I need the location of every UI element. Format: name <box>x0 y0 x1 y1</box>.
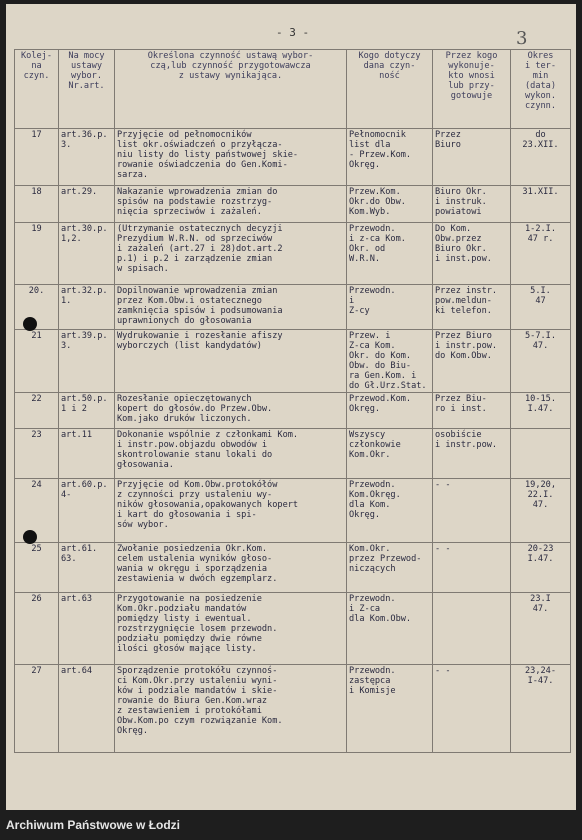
row-activity: Przyjęcie od pełnomocników list okr.oświadczeń o przyłącza- niu listy do listy państwowej skie- rowanie oświadczenia do Gen.Komi- sarza. <box>115 129 347 186</box>
table-row <box>15 186 571 223</box>
table-row <box>15 285 571 330</box>
row-number: 18 <box>15 186 59 223</box>
row-performer: Biuro Okr. i instruk. powiatowi <box>433 186 511 223</box>
row-article: art.64 <box>59 665 115 753</box>
row-concerns: Przewodn. i Z-ca dla Kom.Obw. <box>347 593 433 665</box>
row-deadline: 20-23 I.47. <box>511 543 571 593</box>
row-concerns: Kom.Okr. przez Przewod- niczących <box>347 543 433 593</box>
table-row <box>15 429 571 479</box>
header-article: Na mocy ustawy wybor. Nr.art. <box>59 50 115 129</box>
row-article: art.63 <box>59 593 115 665</box>
row-performer: Przez instr. pow.meldun- ki telefon. <box>433 285 511 330</box>
row-performer: Przez Biu- ro i inst. <box>433 393 511 429</box>
table-row <box>15 330 571 393</box>
table-row <box>15 479 571 543</box>
row-performer: Przez Biuro i instr.pow. do Kom.Obw. <box>433 330 511 393</box>
row-performer: - - <box>433 479 511 543</box>
row-deadline: 10-15. I.47. <box>511 393 571 429</box>
row-deadline: do 23.XII. <box>511 129 571 186</box>
row-article: art.36.p. 3. <box>59 129 115 186</box>
row-concerns: Przew.Kom. Okr.do Obw. Kom.Wyb. <box>347 186 433 223</box>
row-deadline: 31.XII. <box>511 186 571 223</box>
row-article: art.50.p. 1 i 2 <box>59 393 115 429</box>
row-deadline: 23.I 47. <box>511 593 571 665</box>
document-page <box>6 4 576 810</box>
table-row <box>15 223 571 285</box>
punch-hole <box>23 530 37 544</box>
row-number: 19 <box>15 223 59 285</box>
row-activity: Zwołanie posiedzenia Okr.Kom. celem ustalenia wyników głoso- wania w okręgu i sporządzenia zestawienia w dwóch egzemplarz. <box>115 543 347 593</box>
row-activity: Rozesłanie opieczętowanych kopert do głosów.do Przew.Obw. Kom.jako druków liczonych. <box>115 393 347 429</box>
header-concerns: Kogo dotyczy dana czyn- ność <box>347 50 433 129</box>
row-deadline: 19,20, 22.I. 47. <box>511 479 571 543</box>
handwritten-page-mark: 3 <box>516 28 528 49</box>
punch-hole <box>23 317 37 331</box>
row-number: 23 <box>15 429 59 479</box>
table-row <box>15 543 571 593</box>
row-number: 26 <box>15 593 59 665</box>
row-deadline: 23,24- I-47. <box>511 665 571 753</box>
row-activity: Sporządzenie protokółu czynnoś- ci Kom.Okr.przy ustaleniu wyni- ków i podziale mandatów i skie- rowanie do Biura Gen.Kom.wraz z zestawieniem i protokółami Obw.Kom.po czym rozwiązanie Kom. Okręg. <box>115 665 347 753</box>
row-article: art.39.p. 3. <box>59 330 115 393</box>
row-performer: Przez Biuro <box>433 129 511 186</box>
row-activity: Dokonanie wspólnie z członkami Kom. i instr.pow.objazdu obwodów i skontrolowanie stanu lokali do głosowania. <box>115 429 347 479</box>
row-concerns: Przewodn. i z-ca Kom. Okr. od W.R.N. <box>347 223 433 285</box>
row-performer <box>433 593 511 665</box>
row-concerns: Przew. i Z-ca Kom. Okr. do Kom. Obw. do Biu- ra Gen.Kom. i do Gł.Urz.Stat. <box>347 330 433 393</box>
header-deadline: Okres i ter- min (data) wykon. czynn. <box>511 50 571 129</box>
row-concerns: Przewod.Kom. Okręg. <box>347 393 433 429</box>
row-deadline: 5-7.I. 47. <box>511 330 571 393</box>
row-performer: osobiście i instr.pow. <box>433 429 511 479</box>
archive-footer <box>0 810 582 840</box>
table-row <box>15 665 571 753</box>
row-activity: (Utrzymanie ostatecznych decyzji Prezydium W.R.N. od sprzeciwów i zażaleń (art.27 i 28)dot.art.2 p.1) i p.2 i zarządzenie zmian w spisach. <box>115 223 347 285</box>
row-number: 25 <box>15 543 59 593</box>
row-concerns: Wszyscy członkowie Kom.Okr. <box>347 429 433 479</box>
row-concerns: Przewodn. zastępca i Komisje <box>347 665 433 753</box>
row-article: art.30.p. 1,2. <box>59 223 115 285</box>
row-activity: Dopilnowanie wprowadzenia zmian przez Kom.Obw.i ostatecznego zamknięcia spisów i podsumowania uprawnionych do głosowania <box>115 285 347 330</box>
row-number: 17 <box>15 129 59 186</box>
row-performer: - - <box>433 665 511 753</box>
row-article: art.61. 63. <box>59 543 115 593</box>
row-deadline: 1-2.I. 47 r. <box>511 223 571 285</box>
header-activity: Określona czynność ustawą wybor- czą,lub czynność przygotowawcza z ustawy wynikająca. <box>115 50 347 129</box>
page-number: - 3 - <box>276 26 310 39</box>
row-performer: Do Kom. Obw.przez Biuro Okr. i inst.pow. <box>433 223 511 285</box>
table-row <box>15 129 571 186</box>
row-article: art.29. <box>59 186 115 223</box>
row-number: 22 <box>15 393 59 429</box>
row-article: art.60.p. 4- <box>59 479 115 543</box>
table-row <box>15 393 571 429</box>
row-number: 27 <box>15 665 59 753</box>
row-number: 21 <box>15 330 59 393</box>
election-schedule-table <box>14 49 571 753</box>
row-concerns: Pełnomocnik list dla - Przew.Kom. Okręg. <box>347 129 433 186</box>
row-deadline: 5.I. 47 <box>511 285 571 330</box>
row-performer: - - <box>433 543 511 593</box>
header-seq: Kolej- na czyn. <box>15 50 59 129</box>
row-activity: Przygotowanie na posiedzenie Kom.Okr.podziału mandatów pomiędzy listy i ewentual. rozstrzygnięcie losem przewodn. podziału pomiędzy dwie równe ilości głosów mające listy. <box>115 593 347 665</box>
row-activity: Wydrukowanie i rozesłanie afiszy wyborczych (list kandydatów) <box>115 330 347 393</box>
row-activity: Przyjęcie od Kom.Obw.protokółów z czynności przy ustaleniu wy- ników głosowania,opakowanych kopert i kart do głosowania i spi- sów wybor. <box>115 479 347 543</box>
header-performer: Przez kogo wykonuje- kto wnosi lub przy- gotowuje <box>433 50 511 129</box>
row-concerns: Przewodn. Kom.Okręg. dla Kom. Okręg. <box>347 479 433 543</box>
row-deadline <box>511 429 571 479</box>
row-number: 24 <box>15 479 59 543</box>
table-header-row <box>15 50 571 129</box>
table-row <box>15 593 571 665</box>
row-concerns: Przewodn. i Z-cy <box>347 285 433 330</box>
row-article: art.32.p. 1. <box>59 285 115 330</box>
archive-name: Archiwum Państwowe w Łodzi <box>6 818 181 832</box>
row-article: art.11 <box>59 429 115 479</box>
row-number: 20. <box>15 285 59 330</box>
row-activity: Nakazanie wprowadzenia zmian do spisów na podstawie rozstrzyg- nięcia sprzeciwów i zażaleń. <box>115 186 347 223</box>
